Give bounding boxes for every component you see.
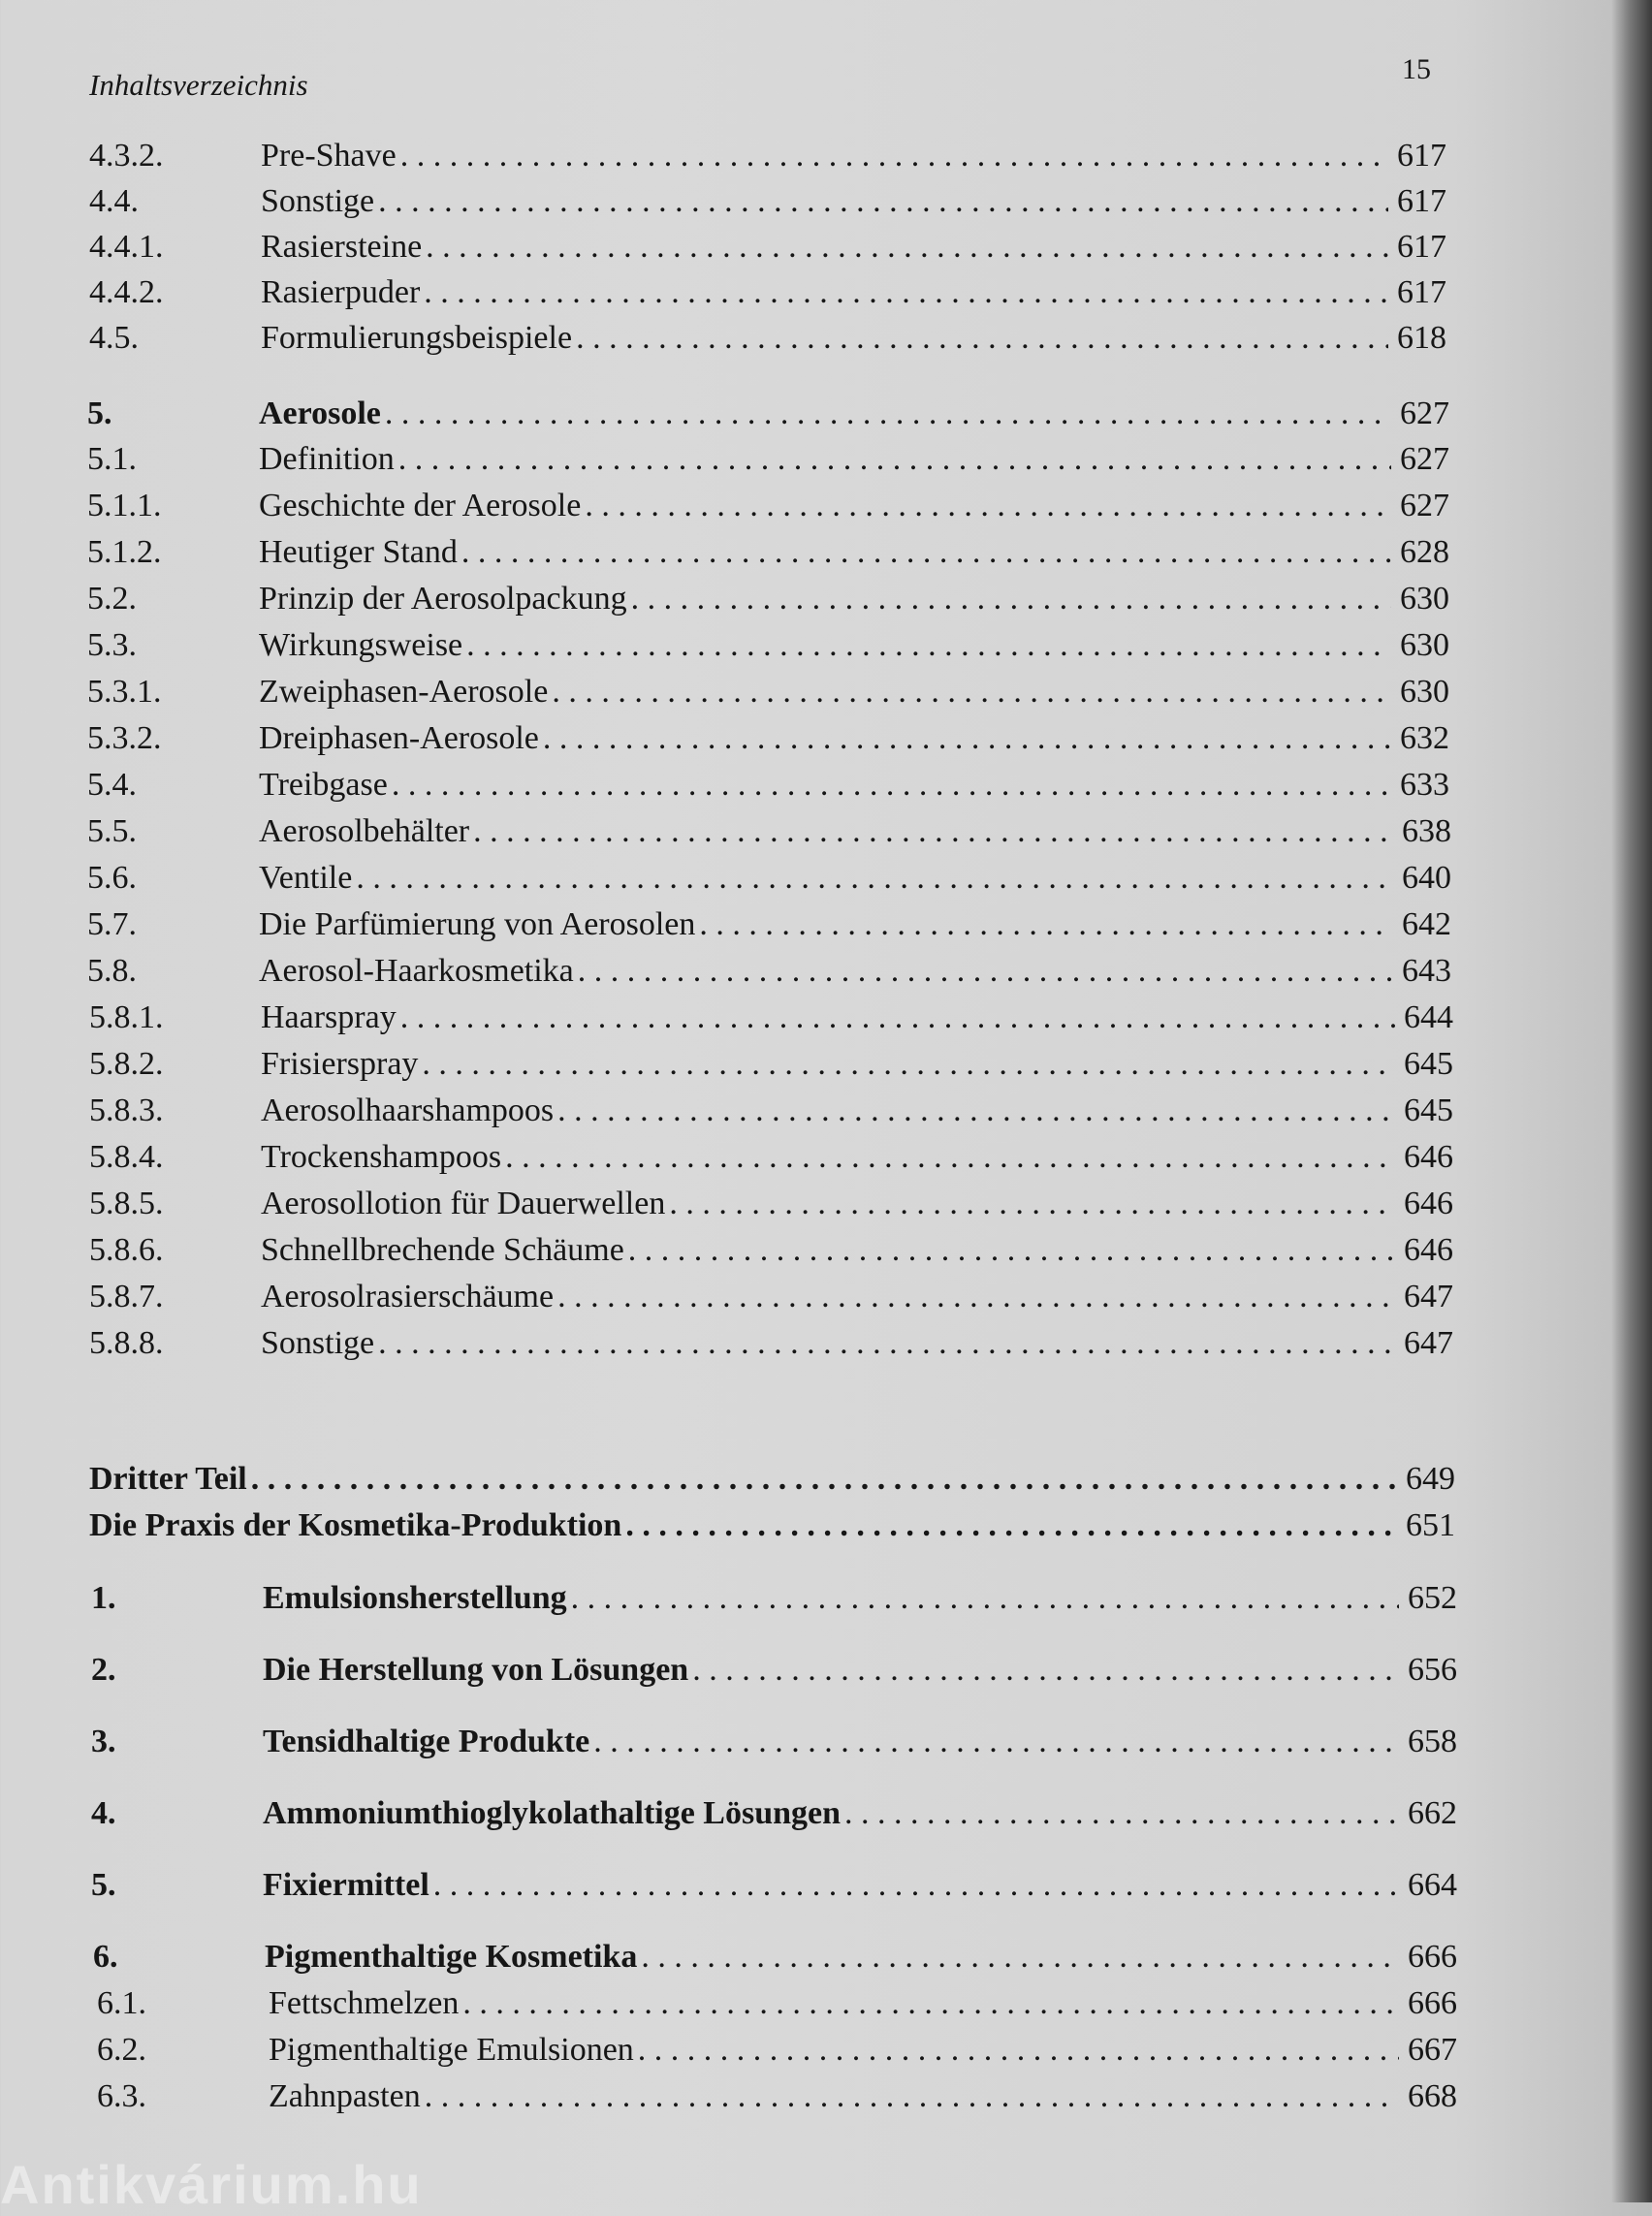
leader-dots: [385, 396, 1391, 432]
toc-entry: [89, 1186, 1453, 1222]
toc-entry-page: 642: [1402, 906, 1451, 942]
toc-entry-number: 5.1.2.: [87, 534, 162, 570]
toc-entry-page: 647: [1404, 1325, 1453, 1361]
toc-entry: [89, 1325, 1453, 1362]
toc-entry: [91, 1580, 1457, 1617]
toc-entry: [91, 1724, 1457, 1760]
toc-entry-title: Tensidhaltige Produkte: [263, 1724, 590, 1759]
toc-entry-number: 3.: [91, 1724, 116, 1759]
toc-entry-title: Prinzip der Aerosolpackung: [259, 581, 627, 617]
toc-entry: [87, 396, 1449, 432]
toc-entry-number: 5.8.8.: [89, 1325, 164, 1361]
toc-entry-title: Definition: [259, 441, 395, 477]
toc-entry-title: Treibgase: [259, 767, 388, 803]
toc-entry-title: Aerosolbehälter: [259, 813, 470, 849]
part-subtitle: [89, 1507, 1455, 1544]
page-number: 15: [1402, 53, 1431, 85]
toc-entry-page: 643: [1402, 953, 1451, 989]
watermark: Antikvárium.hu: [0, 2154, 423, 2215]
toc-entry-title: Frisierspray: [261, 1046, 419, 1082]
leader-dots: [505, 1139, 1395, 1176]
toc-entry-page: 668: [1408, 2078, 1457, 2114]
toc-entry: [89, 229, 1446, 266]
toc-entry-number: 5.4.: [87, 767, 137, 803]
toc-entry-title: Aerosollotion für Dauerwellen: [261, 1186, 666, 1221]
toc-entry-title: Aerosolhaarshampoos: [261, 1092, 555, 1128]
toc-entry-title: Pigmenthaltige Kosmetika: [265, 1939, 638, 1975]
toc-entry-title: Schnellbrechende Schäume: [261, 1232, 624, 1268]
toc-entry-page: 638: [1402, 813, 1451, 849]
toc-entry: [89, 1139, 1453, 1176]
toc-entry-number: 5.: [91, 1867, 116, 1903]
toc-entry-title: Geschichte der Aerosole: [259, 488, 582, 523]
toc-entry-page: 645: [1404, 1046, 1453, 1082]
toc-entry-title: Ammoniumthioglykolathaltige Lösungen: [263, 1795, 842, 1831]
toc-entry-page: 666: [1408, 1939, 1457, 1975]
toc-entry-number: 5.3.: [87, 627, 137, 663]
toc-entry-title: Haarspray: [261, 999, 397, 1035]
toc-entry: [87, 488, 1449, 524]
toc-entry-page: 658: [1408, 1724, 1457, 1759]
toc-entry-title: Aerosol-Haarkosmetika: [259, 953, 574, 989]
leader-dots: [400, 138, 1388, 174]
leader-dots: [625, 1507, 1397, 1544]
toc-entry-page: 627: [1400, 441, 1449, 477]
toc-entry-page: 617: [1397, 183, 1446, 219]
leader-dots: [543, 720, 1391, 757]
toc-entry-title: Die Herstellung von Lösungen: [263, 1652, 689, 1688]
toc-entry-page: 667: [1408, 2032, 1457, 2068]
toc-entry-title: Pre-Shave: [261, 138, 397, 174]
leader-dots: [426, 229, 1388, 266]
toc-entry-title: Aerosolrasierschäume: [261, 1279, 555, 1314]
toc-entry-page: 617: [1397, 229, 1446, 265]
toc-entry-title: Die Praxis der Kosmetika-Produktion: [89, 1507, 622, 1543]
toc-entry-number: 5.8.1.: [89, 999, 164, 1035]
toc-entry-number: 1.: [91, 1580, 116, 1616]
toc-entry: [87, 906, 1451, 943]
toc-entry-title: Sonstige: [261, 1325, 375, 1361]
leader-dots: [392, 767, 1391, 804]
leader-dots: [585, 488, 1391, 524]
toc-entry-number: 4.4.1.: [89, 229, 164, 265]
toc-entry-title: Formulierungsbeispiele: [261, 320, 573, 356]
toc-entry: [87, 767, 1449, 804]
toc-entry: [91, 1867, 1457, 1904]
toc-entry-page: 630: [1400, 581, 1449, 617]
toc-entry: [91, 1795, 1457, 1832]
toc-entry-number: 5.3.2.: [87, 720, 162, 756]
toc-entry-page: 617: [1397, 274, 1446, 310]
toc-entry: [89, 999, 1453, 1036]
toc-entry: [87, 627, 1449, 664]
toc-entry-title: Aerosole: [259, 396, 381, 431]
leader-dots: [844, 1795, 1399, 1832]
toc-entry-page: 640: [1402, 860, 1451, 896]
toc-entry: [87, 860, 1451, 897]
toc-entry-page: 646: [1404, 1186, 1453, 1221]
toc-entry: [89, 1092, 1453, 1129]
leader-dots: [699, 906, 1393, 943]
toc-entry: [87, 813, 1451, 850]
leader-dots: [669, 1186, 1395, 1222]
toc-entry-title: Fettschmelzen: [269, 1985, 460, 2021]
leader-dots: [425, 2078, 1399, 2115]
leader-dots: [557, 1279, 1395, 1315]
toc-entry: [89, 138, 1446, 174]
toc-entry-page: 662: [1408, 1795, 1457, 1831]
toc-entry: [97, 1985, 1457, 2022]
toc-entry-page: 627: [1400, 488, 1449, 523]
toc-entry: [93, 1939, 1457, 1976]
leader-dots: [631, 581, 1391, 617]
leader-dots: [571, 1580, 1399, 1617]
toc-entry-number: 6.3.: [97, 2078, 146, 2114]
toc-entry-page: 630: [1400, 674, 1449, 710]
leader-dots: [638, 2032, 1399, 2069]
toc-entry: [87, 674, 1449, 711]
toc-entry-title: Sonstige: [261, 183, 375, 219]
toc-entry: [89, 274, 1446, 311]
toc-entry-title: Dritter Teil: [89, 1461, 247, 1497]
leader-dots: [552, 674, 1391, 711]
toc-entry-page: 645: [1404, 1092, 1453, 1128]
leader-dots: [398, 441, 1391, 478]
leader-dots: [466, 627, 1391, 664]
leader-dots: [251, 1461, 1397, 1498]
toc-entry: [91, 1652, 1457, 1689]
toc-entry-number: 5.8.6.: [89, 1232, 164, 1268]
toc-entry-page: 646: [1404, 1139, 1453, 1175]
toc-entry-page: 644: [1404, 999, 1453, 1035]
toc-entry-title: Zahnpasten: [269, 2078, 421, 2114]
toc-entry-number: 4.3.2.: [89, 138, 164, 174]
toc-entry-page: 633: [1400, 767, 1449, 803]
toc-entry-title: Pigmenthaltige Emulsionen: [269, 2032, 634, 2068]
toc-entry-page: 652: [1408, 1580, 1457, 1616]
toc-entry-page: 632: [1400, 720, 1449, 756]
leader-dots: [462, 1985, 1399, 2022]
toc-entry-page: 647: [1404, 1279, 1453, 1314]
toc-entry: [89, 1279, 1453, 1315]
toc-entry-number: 5.1.: [87, 441, 137, 477]
toc-entry-page: 628: [1400, 534, 1449, 570]
toc-entry-number: 6.1.: [97, 1985, 146, 2021]
toc-entry-number: 5.3.1.: [87, 674, 162, 710]
toc-entry-page: 666: [1408, 1985, 1457, 2021]
leader-dots: [628, 1232, 1395, 1269]
toc-entry-number: 5.8.5.: [89, 1186, 164, 1221]
toc-entry-title: Fixiermittel: [263, 1867, 429, 1903]
toc-entry-number: 5.7.: [87, 906, 137, 942]
leader-dots: [473, 813, 1393, 850]
toc-entry-title: Die Parfümierung von Aerosolen: [259, 906, 696, 942]
part-heading: [89, 1461, 1455, 1498]
toc-entry: [87, 534, 1449, 571]
toc-entry-number: 4.5.: [89, 320, 139, 356]
toc-entry: [97, 2032, 1457, 2069]
toc-entry-page: 649: [1406, 1461, 1455, 1497]
toc-entry-title: Ventile: [259, 860, 353, 896]
toc-entry-number: 5.6.: [87, 860, 137, 896]
toc-entry-number: 5.: [87, 396, 112, 431]
toc-entry-page: 618: [1397, 320, 1446, 356]
toc-entry: [87, 953, 1451, 990]
toc-entry-title: Rasierpuder: [261, 274, 421, 310]
toc-entry: [89, 1046, 1453, 1083]
leader-dots: [557, 1092, 1395, 1129]
leader-dots: [461, 534, 1391, 571]
toc-entry-number: 5.1.1.: [87, 488, 162, 523]
toc-entry-number: 5.8.4.: [89, 1139, 164, 1175]
toc-entry: [89, 320, 1446, 357]
toc-entry-title: Rasiersteine: [261, 229, 423, 265]
toc-entry: [87, 441, 1449, 478]
toc-entry-number: 5.5.: [87, 813, 137, 849]
toc-entry-page: 617: [1397, 138, 1446, 174]
toc-entry: [87, 720, 1449, 757]
leader-dots: [578, 953, 1393, 990]
toc-entry-page: 627: [1400, 396, 1449, 431]
toc-entry-title: Trockenshampoos: [261, 1139, 502, 1175]
toc-entry-number: 5.8.7.: [89, 1279, 164, 1314]
toc-entry: [97, 2078, 1457, 2115]
toc-entry-page: 651: [1406, 1507, 1455, 1543]
toc-entry-number: 4.4.: [89, 183, 139, 219]
toc-entry-number: 6.: [93, 1939, 118, 1975]
toc-entry-page: 630: [1400, 627, 1449, 663]
toc-entry: [89, 1232, 1453, 1269]
toc-entry: [87, 581, 1449, 617]
leader-dots: [593, 1724, 1399, 1760]
toc-entry-number: 4.: [91, 1795, 116, 1831]
leader-dots: [433, 1867, 1399, 1904]
leader-dots: [641, 1939, 1399, 1976]
toc-entry-title: Wirkungsweise: [259, 627, 463, 663]
toc-entry-page: 646: [1404, 1232, 1453, 1268]
leader-dots: [378, 1325, 1395, 1362]
toc-entry-number: 5.8.2.: [89, 1046, 164, 1082]
leader-dots: [576, 320, 1388, 357]
running-head: Inhaltsverzeichnis: [89, 68, 308, 102]
leader-dots: [424, 274, 1388, 311]
toc-entry-number: 5.8.3.: [89, 1092, 164, 1128]
toc-entry-title: Dreiphasen-Aerosole: [259, 720, 539, 756]
toc-entry: [89, 183, 1446, 220]
toc-entry-number: 5.8.: [87, 953, 137, 989]
toc-entry-number: 5.2.: [87, 581, 137, 617]
toc-entry-page: 656: [1408, 1652, 1457, 1688]
toc-entry-title: Heutiger Stand: [259, 534, 458, 570]
leader-dots: [378, 183, 1388, 220]
toc-entry-number: 2.: [91, 1652, 116, 1688]
leader-dots: [400, 999, 1395, 1036]
toc-entry-number: 6.2.: [97, 2032, 146, 2068]
leader-dots: [356, 860, 1393, 897]
toc-entry-page: 664: [1408, 1867, 1457, 1903]
toc-entry-number: 4.4.2.: [89, 274, 164, 310]
leader-dots: [692, 1652, 1399, 1689]
toc-entry-title: Zweiphasen-Aerosole: [259, 674, 549, 710]
leader-dots: [422, 1046, 1395, 1083]
toc-entry-title: Emulsionsherstellung: [263, 1580, 567, 1616]
